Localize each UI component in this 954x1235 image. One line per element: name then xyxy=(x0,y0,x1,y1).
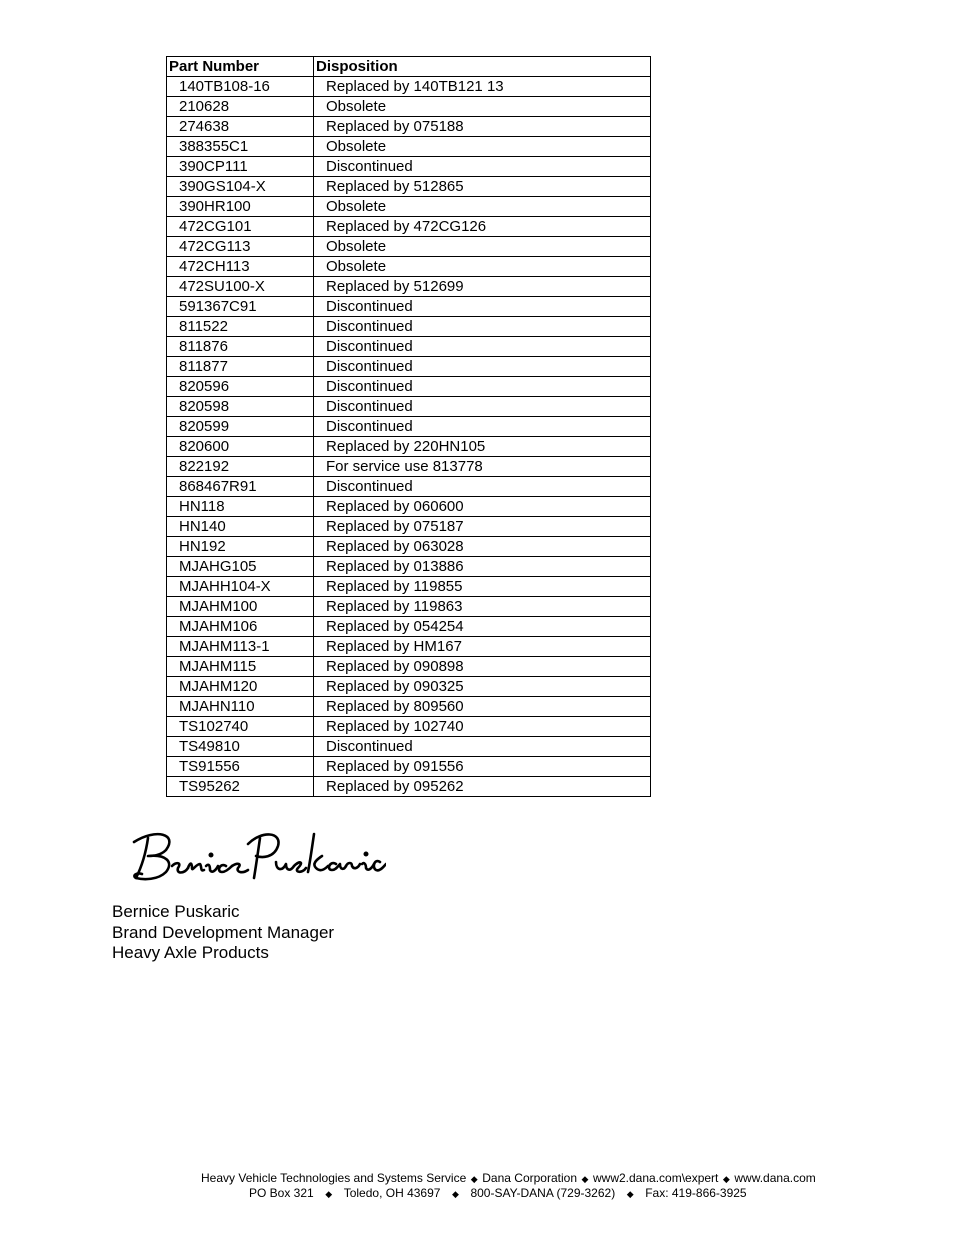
table-row xyxy=(167,237,651,257)
table-row xyxy=(167,177,651,197)
diamond-separator-icon: ◆ xyxy=(581,1174,589,1184)
part-number-cell: 388355C1 xyxy=(167,137,314,157)
disposition-cell: Replaced by 091556 xyxy=(314,757,651,777)
parts-disposition-table xyxy=(166,56,651,797)
diamond-separator-icon: ◆ xyxy=(626,1189,634,1199)
part-number-cell: 390GS104-X xyxy=(167,177,314,197)
table-row xyxy=(167,317,651,337)
footer-city: Toledo, OH 43697 xyxy=(343,1186,441,1200)
signature-block xyxy=(112,902,334,964)
table-row xyxy=(167,537,651,557)
table-body xyxy=(167,77,651,797)
part-number-cell: 390CP111 xyxy=(167,157,314,177)
footer-website: www.dana.com xyxy=(734,1171,816,1185)
part-number-cell: 274638 xyxy=(167,117,314,137)
table-row xyxy=(167,357,651,377)
disposition-cell: Obsolete xyxy=(314,237,651,257)
part-number-cell: 811522 xyxy=(167,317,314,337)
part-number-cell: 820598 xyxy=(167,397,314,417)
disposition-cell: Replaced by 054254 xyxy=(314,617,651,637)
table-row xyxy=(167,297,651,317)
disposition-cell: Obsolete xyxy=(314,97,651,117)
part-number-cell: TS102740 xyxy=(167,717,314,737)
disposition-cell: Discontinued xyxy=(314,157,651,177)
table-row xyxy=(167,417,651,437)
part-number-cell: 472CG101 xyxy=(167,217,314,237)
table-row xyxy=(167,657,651,677)
disposition-cell: Replaced by 090898 xyxy=(314,657,651,677)
part-number-cell: TS49810 xyxy=(167,737,314,757)
table-row xyxy=(167,477,651,497)
part-number-cell: MJAHM113-1 xyxy=(167,637,314,657)
disposition-cell: Replaced by 063028 xyxy=(314,537,651,557)
footer-service-name: Heavy Vehicle Technologies and Systems Service xyxy=(201,1171,467,1185)
diamond-separator-icon: ◆ xyxy=(451,1189,459,1199)
diamond-separator-icon: ◆ xyxy=(470,1174,478,1184)
table-row xyxy=(167,137,651,157)
part-number-cell: HN118 xyxy=(167,497,314,517)
table-row xyxy=(167,737,651,757)
disposition-cell: Discontinued xyxy=(314,417,651,437)
table-row xyxy=(167,697,651,717)
table-row xyxy=(167,277,651,297)
disposition-cell: Discontinued xyxy=(314,737,651,757)
part-number-cell: 822192 xyxy=(167,457,314,477)
part-number-cell: TS91556 xyxy=(167,757,314,777)
disposition-cell: Discontinued xyxy=(314,337,651,357)
disposition-cell: Replaced by 090325 xyxy=(314,677,651,697)
table-row xyxy=(167,677,651,697)
table-row xyxy=(167,337,651,357)
signer-title: Brand Development Manager xyxy=(112,922,335,942)
disposition-cell: Replaced by 472CG126 xyxy=(314,217,651,237)
footer-phone: 800-SAY-DANA (729-3262) xyxy=(470,1186,616,1200)
signer-name: Bernice Puskaric xyxy=(112,902,240,921)
disposition-cell: Obsolete xyxy=(314,197,651,217)
part-number-cell: 820599 xyxy=(167,417,314,437)
footer-fax: Fax: 419-866-3925 xyxy=(645,1186,747,1200)
disposition-cell: Discontinued xyxy=(314,377,651,397)
part-number-cell: MJAHN110 xyxy=(167,697,314,717)
part-number-cell: 390HR100 xyxy=(167,197,314,217)
part-number-cell: MJAHM106 xyxy=(167,617,314,637)
disposition-cell: For service use 813778 xyxy=(314,457,651,477)
table-row xyxy=(167,377,651,397)
part-number-cell: 472SU100-X xyxy=(167,277,314,297)
disposition-cell: Discontinued xyxy=(314,477,651,497)
signer-department: Heavy Axle Products xyxy=(112,943,269,962)
table-row xyxy=(167,717,651,737)
part-number-cell: HN140 xyxy=(167,517,314,537)
disposition-cell: Replaced by 102740 xyxy=(314,717,651,737)
disposition-cell: Replaced by 075187 xyxy=(314,517,651,537)
table-row xyxy=(167,157,651,177)
table-row xyxy=(167,757,651,777)
table-row xyxy=(167,777,651,797)
part-number-cell: 210628 xyxy=(167,97,314,117)
table-row xyxy=(167,197,651,217)
table-row xyxy=(167,257,651,277)
diamond-separator-icon: ◆ xyxy=(722,1174,730,1184)
part-number-cell: 811876 xyxy=(167,337,314,357)
table-header-row xyxy=(167,57,651,77)
disposition-cell: Discontinued xyxy=(314,357,651,377)
diamond-separator-icon: ◆ xyxy=(325,1189,333,1199)
disposition-cell: Discontinued xyxy=(314,397,651,417)
footer-line-1 xyxy=(201,1171,816,1187)
part-number-cell: 140TB108-16 xyxy=(167,77,314,97)
part-number-cell: MJAHG105 xyxy=(167,557,314,577)
disposition-cell: Replaced by HM167 xyxy=(314,637,651,657)
footer-po-box: PO Box 321 xyxy=(249,1186,314,1200)
table-row xyxy=(167,97,651,117)
footer-line-2 xyxy=(249,1186,747,1202)
disposition-cell: Replaced by 512699 xyxy=(314,277,651,297)
disposition-cell: Replaced by 060600 xyxy=(314,497,651,517)
part-number-cell: MJAHM120 xyxy=(167,677,314,697)
part-number-cell: 820600 xyxy=(167,437,314,457)
part-number-cell: MJAHM115 xyxy=(167,657,314,677)
table-row xyxy=(167,637,651,657)
table-row xyxy=(167,457,651,477)
footer-company: Dana Corporation xyxy=(482,1171,577,1185)
disposition-cell: Replaced by 013886 xyxy=(314,557,651,577)
part-number-cell: 472CH113 xyxy=(167,257,314,277)
table-row xyxy=(167,397,651,417)
part-number-cell: 820596 xyxy=(167,377,314,397)
part-number-cell: HN192 xyxy=(167,537,314,557)
table-row xyxy=(167,497,651,517)
disposition-cell: Obsolete xyxy=(314,257,651,277)
footer-expert-url: www2.dana.com\expert xyxy=(593,1171,719,1185)
table-row xyxy=(167,617,651,637)
disposition-cell: Replaced by 119863 xyxy=(314,597,651,617)
table-row xyxy=(167,557,651,577)
header-part-number: Part Number xyxy=(167,57,314,77)
table-row xyxy=(167,517,651,537)
part-number-cell: MJAHH104-X xyxy=(167,577,314,597)
disposition-cell: Discontinued xyxy=(314,317,651,337)
part-number-cell: MJAHM100 xyxy=(167,597,314,617)
disposition-cell: Discontinued xyxy=(314,297,651,317)
disposition-cell: Replaced by 119855 xyxy=(314,577,651,597)
disposition-cell: Replaced by 140TB121 13 xyxy=(314,77,651,97)
table-row xyxy=(167,597,651,617)
disposition-cell: Replaced by 075188 xyxy=(314,117,651,137)
table-row xyxy=(167,117,651,137)
disposition-cell: Obsolete xyxy=(314,137,651,157)
header-disposition: Disposition xyxy=(314,57,651,77)
disposition-cell: Replaced by 095262 xyxy=(314,777,651,797)
handwritten-signature xyxy=(126,822,386,886)
disposition-cell: Replaced by 512865 xyxy=(314,177,651,197)
part-number-cell: TS95262 xyxy=(167,777,314,797)
part-number-cell: 591367C91 xyxy=(167,297,314,317)
part-number-cell: 868467R91 xyxy=(167,477,314,497)
part-number-cell: 811877 xyxy=(167,357,314,377)
table-row xyxy=(167,77,651,97)
table-row xyxy=(167,217,651,237)
disposition-cell: Replaced by 220HN105 xyxy=(314,437,651,457)
table-row xyxy=(167,577,651,597)
table-row xyxy=(167,437,651,457)
part-number-cell: 472CG113 xyxy=(167,237,314,257)
disposition-cell: Replaced by 809560 xyxy=(314,697,651,717)
